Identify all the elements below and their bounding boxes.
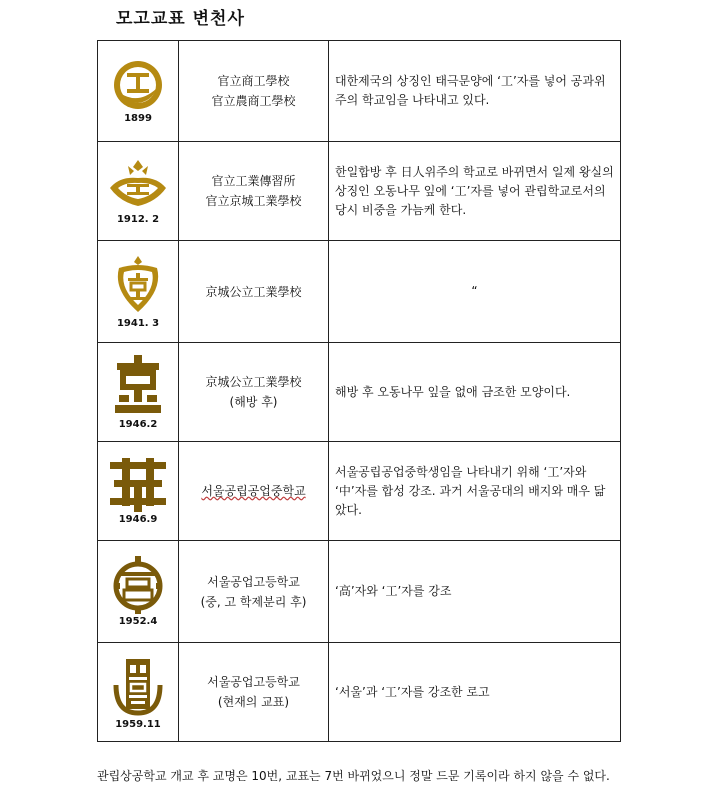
gong-jung-character-icon [110, 458, 166, 512]
table-row [98, 343, 621, 442]
emblem-description: ‘서울’과 ‘工’자를 강조한 로고 [329, 643, 621, 742]
table-row [98, 442, 621, 541]
table-row [98, 541, 621, 643]
paulownia-shield-icon [109, 254, 167, 316]
school-name-note: (중, 고 학제분리 후) [200, 594, 307, 609]
school-name: 官立京城工業學校 [205, 194, 302, 208]
emblem-history-table [97, 40, 621, 742]
school-name: 서울공립공업중학교 [201, 484, 306, 498]
emblem-description: ‘高’자와 ‘工’자를 강조 [329, 541, 621, 643]
school-name-note: (해방 후) [229, 395, 278, 409]
table-row [98, 41, 621, 142]
school-name: 서울공업고등학교 [207, 574, 300, 589]
page-title: 모고교표 변천사 [116, 9, 245, 29]
emblem-description: 한일합방 후 日人위주의 학교로 바뀌면서 일제 왕실의 상징인 오동나무 잎에 ‘工’자를 넣어 관립학교로서의 당시 비중을 가늠케 한다. [329, 142, 621, 241]
emblem-year: 1946.9 [118, 513, 158, 525]
kyong-character-icon [115, 355, 161, 417]
go-circle-icon [110, 556, 166, 614]
emblem-description: 해방 후 오동나무 잎을 없애 금조한 모양이다. [329, 343, 621, 442]
taeguk-circle-icon [112, 59, 164, 111]
emblem-year: 1912. 2 [116, 213, 160, 225]
seoul-oval-icon [112, 655, 164, 717]
emblem-year: 1946.2 [118, 418, 158, 430]
school-name: 京城公立工業學校 [205, 284, 302, 299]
school-name: 서울공업고등학교 [207, 675, 300, 689]
emblem-year: 1941. 3 [116, 318, 160, 329]
footer-text: 관립상공학교 개교 후 교명은 10번, 교표는 7번 바뀌었으니 정말 드문 기록이라 하지 않을 수 없다. [97, 769, 610, 783]
emblem-year: 1899 [124, 112, 152, 124]
school-name: 京城公立工業學校 [205, 375, 302, 389]
school-name: 官立工業傳習所 [211, 174, 296, 188]
emblem-description: 대한제국의 상징인 태극문양에 ‘工’자를 넣어 공과위주의 학교임을 나타내고 있다. [329, 41, 621, 142]
ditto-mark: “ [471, 284, 478, 298]
emblem-description: 서울공립공업중학생임을 나타내기 위해 ‘工’자와 ‘中’자를 합성 강조. 과거 서울공대의 배지와 매우 닮았다. [329, 442, 621, 541]
table-row [98, 643, 621, 742]
table-row [98, 241, 621, 343]
emblem-year: 1952.4 [118, 616, 158, 627]
table-row [98, 142, 621, 241]
school-name: 官立農商工學校 [211, 94, 296, 108]
school-name: 官立商工學校 [217, 74, 290, 88]
paulownia-leaf-icon [106, 158, 170, 212]
school-name-note: (현재의 교표) [217, 695, 290, 709]
emblem-year: 1959.11 [115, 718, 161, 730]
